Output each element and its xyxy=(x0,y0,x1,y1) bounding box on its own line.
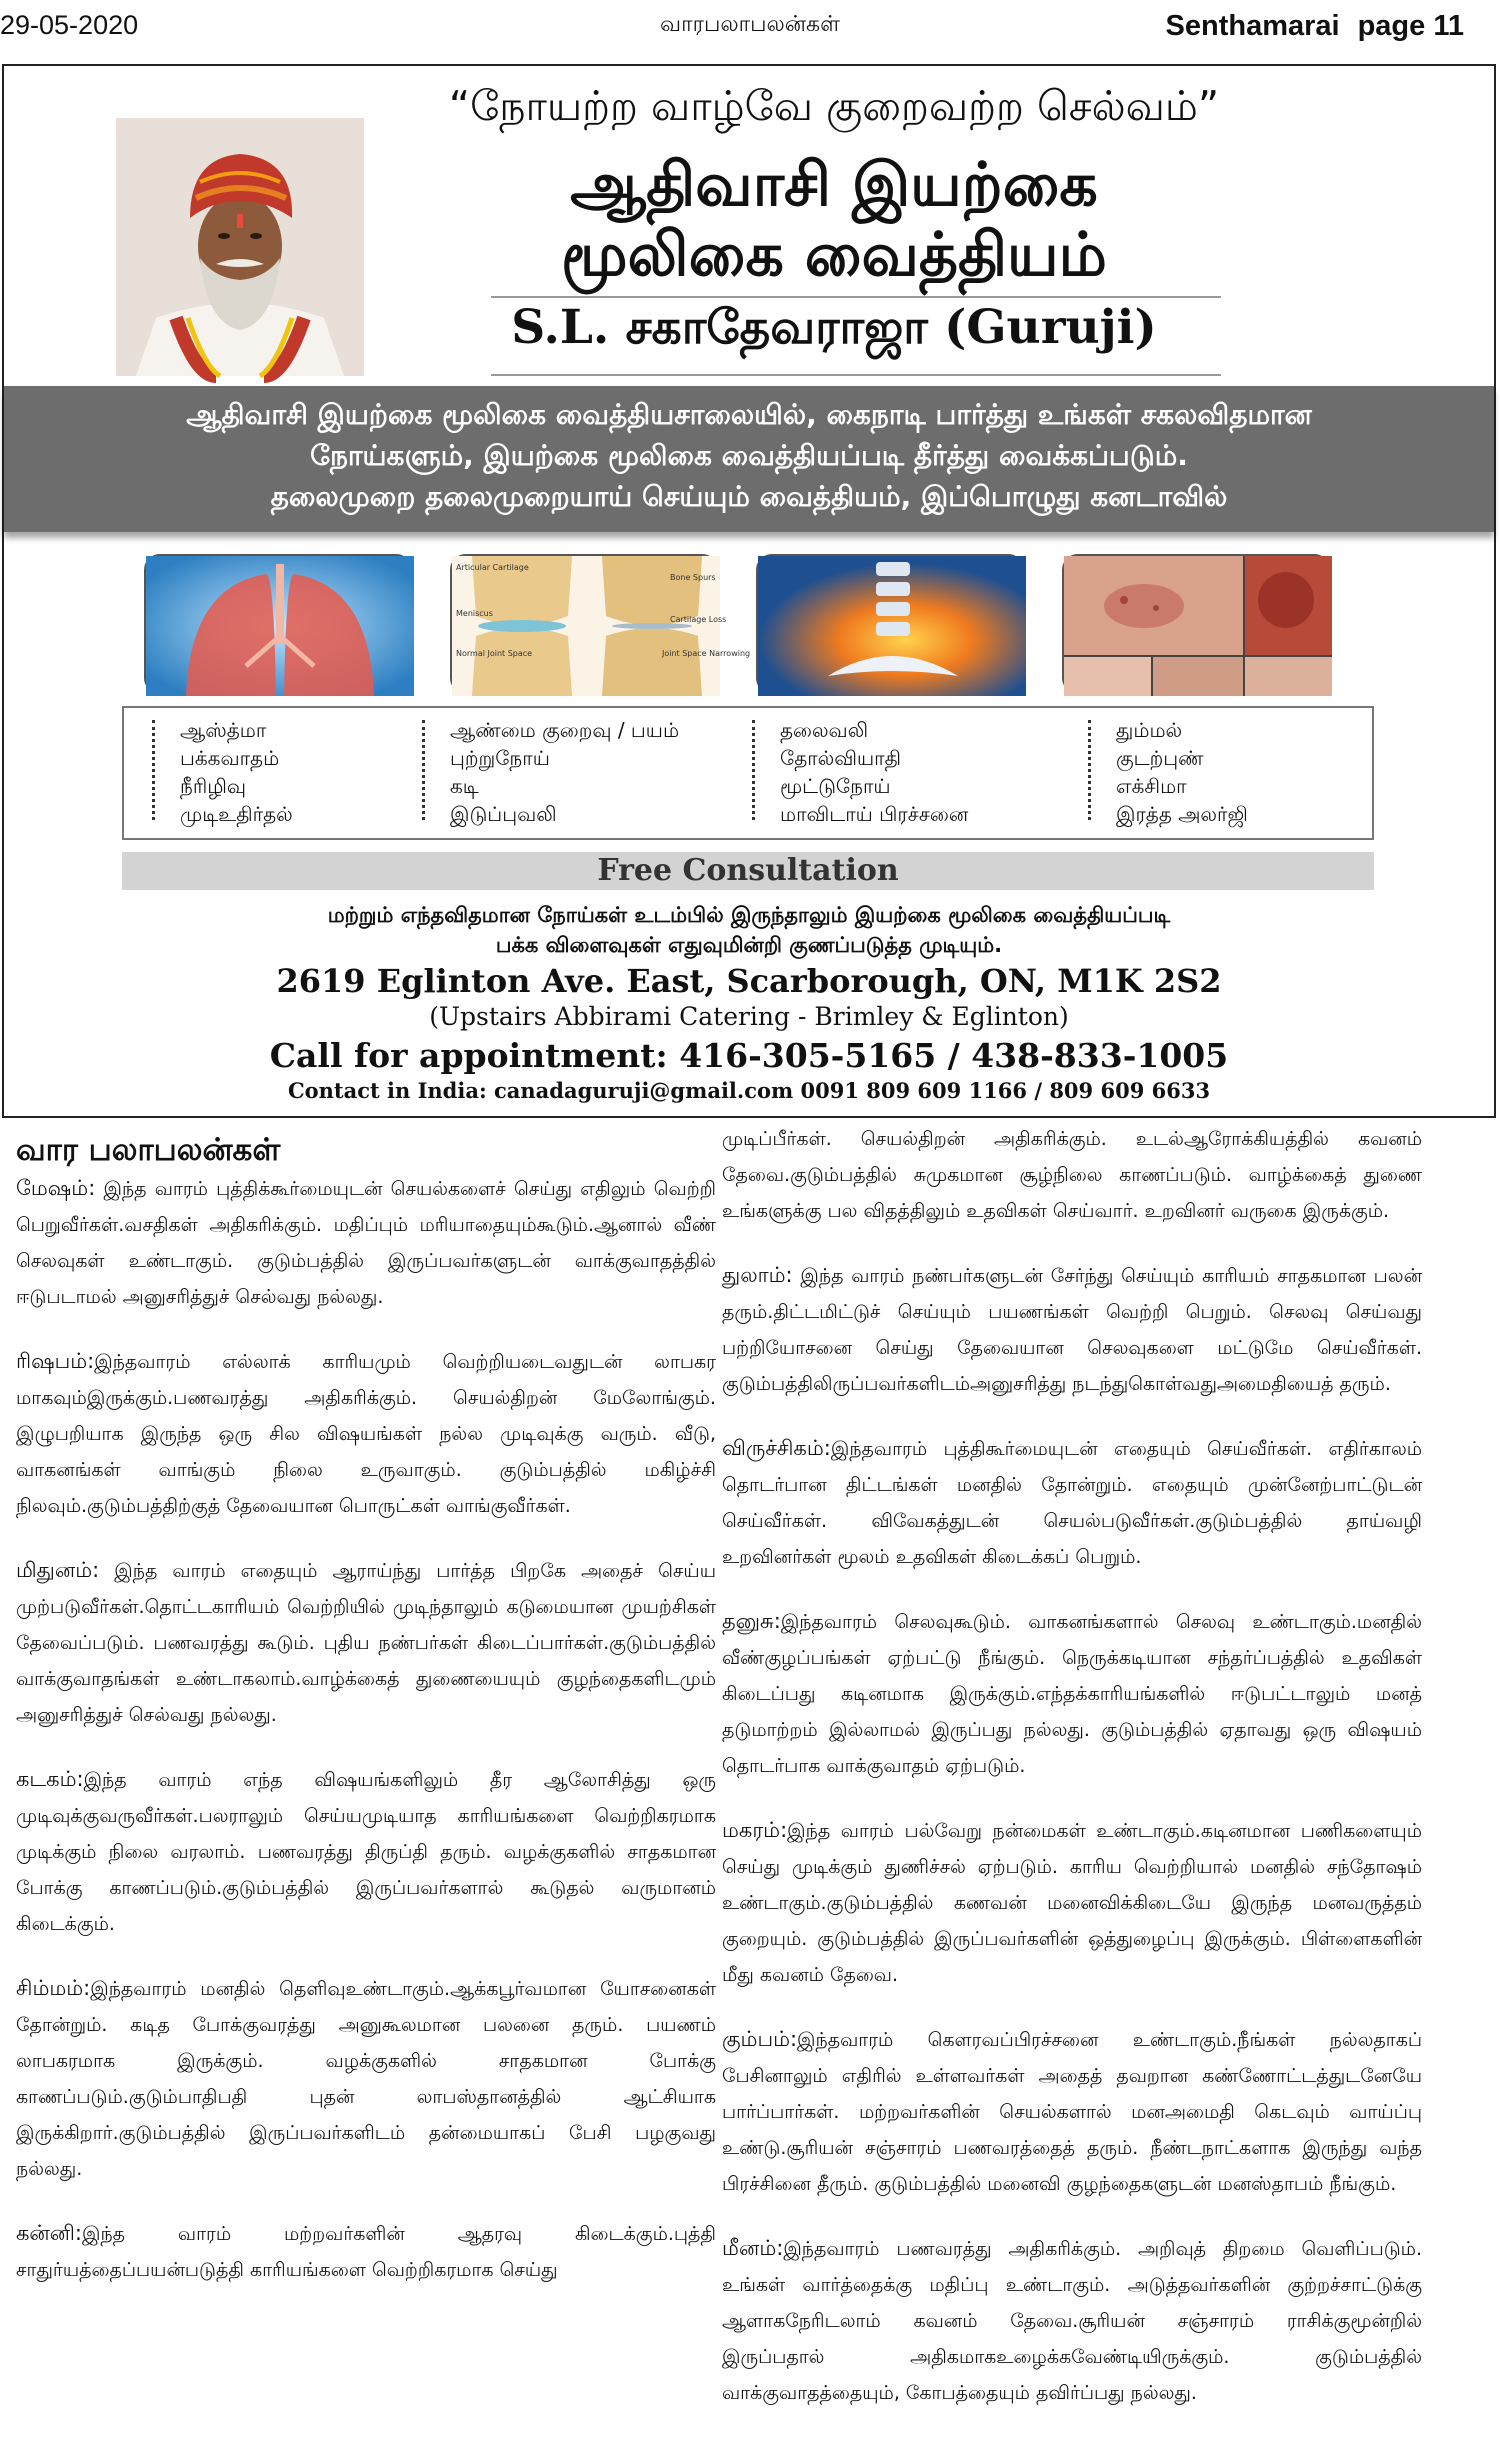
condition-item: தும்மல் xyxy=(1116,718,1183,742)
appointment-phone: Call for appointment: 416-305-5165 / 438-833-1005 xyxy=(269,1036,1229,1075)
horoscope-entry xyxy=(16,1970,716,2187)
dotted-divider xyxy=(752,720,758,820)
service-description-band xyxy=(4,386,1494,532)
condition-item: மாவிடாய் பிரச்சனை xyxy=(780,802,969,826)
sign-name: தனுசு: xyxy=(722,1609,781,1633)
condition-item: ஆண்மை குறைவு / பயம் xyxy=(450,718,680,742)
conditions-column-2 xyxy=(414,716,679,828)
sign-name: மீனம்: xyxy=(722,2236,784,2260)
ad-slogan: “நோயற்ற வாழ்வே குறைவற்ற செல்வம்” xyxy=(448,82,1220,130)
horoscope-entry xyxy=(722,1430,1422,1575)
advertisement xyxy=(2,64,1496,1118)
prediction-text: முடிப்பீர்கள். செயல்திறன் அதிகரிக்கும். உடல்ஆரோக்கியத்தில் கவனம் தேவை.குடும்பத்தில் சுமுகமான சூழ்நிலை காணப்படும். வாழ்க்கைத் துணை உங்களுக்கு பல விதத்திலும் உதவிகள் செய்வார். உறவினர் வருகை இருக்கும். xyxy=(722,1128,1422,1222)
dotted-divider xyxy=(152,720,158,820)
prediction-text: இந்தவாரம் செலவுகூடும். வாகனங்களால் செலவு உண்டாகும்.மனதில் வீண்குழப்பங்கள் ஏற்பட்டு நீங்கும். நெருக்கடியான சந்தர்ப்பத்தில் உதவிகள் கிடைப்பது கடினமாக இருக்கும்.எந்தக்காரியங்களில் ஈடுபட்டாலும் மனத் தடுமாற்றம் இல்லாமல் இருப்பது நல்லது. குடும்பத்தில் ஏதாவது ஒரு விஷயம் தொடர்பாக வாக்குவாதம் ஏற்படும். xyxy=(722,1611,1422,1777)
treatment-note xyxy=(4,900,1494,960)
knee-label-5: Cartilage Loss xyxy=(670,615,727,624)
prediction-text: இந்த வாரம் பல்வேறு நன்மைகள் உண்டாகும்.கடினமான பணிகளையும் செய்து முடிக்கும் துணிச்சல் ஏற்படும். காரிய வெற்றியால் மனதில் சந்தோஷம் உண்டாகும்.குடும்பத்தில் கணவன் மனைவிக்கிடையே இருந்த மனவருத்தம் குறையும். குடும்பத்தில் இருப்பவர்களின் ஒத்துழைப்பு இருக்கும். பிள்ளைகளின் மீது கவனம் தேவை. xyxy=(722,1820,1422,1986)
prediction-text: இந்த வாரம் எந்த விஷயங்களிலும் தீர ஆலோசித்து ஒரு முடிவுக்குவருவீர்கள்.பலராலும் செய்யமுடியாத காரியங்களை வெற்றிகரமாக முடிக்கும் நிலை வரலாம். பணவரத்து திருப்தி தரும். வழக்குகளில் சாதகமான போக்கு காணப்படும்.குடும்பத்தில் இருப்பவர்களால் கூடுதல் வருமானம் கிடைக்கும். xyxy=(16,1769,716,1935)
condition-item: தலைவலி xyxy=(780,718,869,742)
prediction-text: இந்தவாரம் புத்திகூர்மையுடன் எதையும் செய்வீர்கள். எதிர்காலம் தொடர்பான திட்டங்கள் மனதில் தோன்றும். எதையும் முன்னேற்பாட்டுடன் செய்வீர்கள். விவேகத்துடன் செயல்படுவீர்கள்.குடும்பத்தில் தாய்வழி உறவினர்கள் மூலம் உதவிகள் கிடைக்கப் பெறும். xyxy=(722,1438,1422,1568)
dotted-divider xyxy=(422,720,428,820)
prediction-text: இந்த வாரம் நண்பர்களுடன் சேர்ந்து செய்யும் காரியம் சாதகமான பலன் தரும்.திட்டமிட்டுச் செய்யும் பயணங்கள் வெற்றி பெறும். செலவு செய்வது பற்றியோசனை செய்து தேவையான செலவுகளை மட்டுமே செய்வீர்கள். குடும்பத்திலிருப்பவர்களிடம்அனுசரித்து நடந்துகொள்வதுஅமைதியைத் தரும். xyxy=(722,1265,1422,1395)
ad-title-line-1: ஆதிவாசி இயற்கை xyxy=(570,150,1098,220)
issue-date: 29-05-2020 xyxy=(0,10,139,40)
band-line-1: ஆதிவாசி இயற்கை மூலிகை வைத்தியசாலையில், கைநாடி பார்த்து உங்கள் சகலவிதமான xyxy=(186,398,1312,431)
condition-item: மூட்டுநோய் xyxy=(780,774,891,798)
free-consultation-banner: Free Consultation xyxy=(122,852,1374,890)
prediction-text: இந்தவாரம் எல்லாக் காரியமும் வெற்றியடைவதுடன் லாபகர மாகவும்இருக்கும்.பணவரத்து அதிகரிக்கும். செயல்திறன் மேலோங்கும். இழுபறியாக இருந்த ஒரு சில விஷயங்கள் நல்ல முடிவுக்கு வரும். வீடு, வாகனங்கள் வாங்கும் நிலை உருவாகும். குடும்பத்தில் மகிழ்ச்சி நிலவும்.குடும்பத்திற்குத் தேவையான பொருட்கள் வாங்குவீர்கள். xyxy=(16,1351,716,1517)
horoscope-entry xyxy=(16,1170,716,1315)
skin-condition-illustration xyxy=(1062,554,1330,694)
knee-label-4: Bone Spurs xyxy=(670,573,716,582)
practitioner-name: S.L. சகாதேவராஜா (Guruji) xyxy=(511,300,1157,355)
horoscope-entry xyxy=(16,2215,716,2288)
ad-title-line-2: மூலிகை வைத்தியம் xyxy=(561,220,1107,290)
sign-name: விருச்சிகம்: xyxy=(722,1436,831,1460)
sign-name: சிம்மம்: xyxy=(16,1976,91,2000)
horoscope-column-right xyxy=(722,1120,1422,2439)
ad-title xyxy=(384,150,1284,290)
prediction-text: இந்தவாரம் கௌரவப்பிரச்சனை உண்டாகும்.நீங்கள் நல்லதாகப் பேசினாலும் எதிரில் உள்ளவர்கள் அதைத் தவறான கண்ணோட்டத்துடனேயே பார்ப்பார்கள். மற்றவர்களின் செயல்களால் மனஅமைதி கெடவும் வாய்ப்பு உண்டு.சூரியன் சஞ்சாரம் பணவரத்தைத் தரும். நீண்டநாட்களாக இருந்து வந்த பிரச்சினை தீரும். குடும்பத்தில் மனைவி குழந்தைகளுடன் மனஸ்தாபம் நீங்கும். xyxy=(722,2029,1422,2195)
condition-item: கடி xyxy=(450,774,479,798)
treatment-note-line-1: மற்றும் எந்தவிதமான நோய்கள் உடம்பில் இருந்தாலும் இயற்கை மூலிகை வைத்தியப்படி xyxy=(327,903,1171,927)
horoscope-entry xyxy=(722,2230,1422,2411)
sign-name: மிதுனம்: xyxy=(16,1558,100,1582)
prediction-text: இந்தவாரம் மனதில் தெளிவுஉண்டாகும்.ஆக்கபூர்வமான யோசனைகள் தோன்றும். கடித போக்குவரத்து அனுகூலமான பலனை தரும். பயணம் லாபகரமாக இருக்கும். வழக்குகளில் சாதகமான போக்கு காணப்படும்.குடும்பாதிபதி புதன் லாபஸ்தானத்தில் ஆட்சியாக இருக்கிறார்.குடும்பத்தில் இருப்பவர்களிடம் தன்மையாகப் பேசி பழகுவது நல்லது. xyxy=(16,1978,716,2180)
knee-label-1: Articular Cartilage xyxy=(456,563,529,572)
sign-name: துலாம்: xyxy=(722,1263,793,1287)
condition-item: நீரிழிவு xyxy=(180,774,247,798)
horoscope-entry xyxy=(16,1343,716,1524)
condition-item: ஆஸ்த்மா xyxy=(180,718,267,742)
horoscope-title: வார பலாபலன்கள் xyxy=(16,1132,281,1168)
prediction-text: இந்தவாரம் பணவரத்து அதிகரிக்கும். அறிவுத் திறமை வெளிப்படும். உங்கள் வார்த்தைக்கு மதிப்பு உண்டாகும். அடுத்தவர்களின் குற்றச்சாட்டுக்கு ஆளாகநேரிடலாம் கவனம் தேவை.சூரியன் சஞ்சாரம் ராசிக்குமூன்றில் இருப்பதால் அதிகமாகஉழைக்கவேண்டியிருக்கும். குடும்பத்தில் வாக்குவாதத்தையும், கோபத்தையும் தவிர்ப்பது நல்லது. xyxy=(722,2238,1422,2404)
india-contact: Contact in India: canadaguruji@gmail.com 0091 809 609 1166 / 809 609 6633 xyxy=(287,1078,1211,1103)
horoscope-column-left xyxy=(16,1170,716,2316)
conditions-list xyxy=(122,706,1374,840)
condition-item: இடுப்புவலி xyxy=(450,802,557,826)
sign-name: மகரம்: xyxy=(722,1818,788,1842)
lungs-illustration xyxy=(144,554,412,694)
band-line-2: நோய்களும், இயற்கை மூலிகை வைத்தியப்படி தீர்த்து வைக்கப்படும். xyxy=(310,439,1188,472)
publication-info xyxy=(1148,10,1464,43)
title-divider-bottom xyxy=(491,374,1221,376)
prediction-text: இந்த வாரம் எதையும் ஆராய்ந்து பார்த்த பிறகே அதைச் செய்ய முற்படுவீர்கள்.தொட்டகாரியம் வெற்றியில் முடிந்தாலும் கடுமையான முயற்சிகள் தேவைப்படும். பணவரத்து கூடும். புதிய நண்பர்கள் கிடைப்பார்கள்.குடும்பத்தில் வாக்குவாதங்கள் உண்டாகலாம்.வாழ்க்கைத் துணையையும் குழந்தைகளிடமும் அனுசரித்துச் செல்வது நல்லது. xyxy=(16,1560,716,1726)
horoscope-entry xyxy=(722,1812,1422,1993)
knee-joint-illustration xyxy=(450,554,751,694)
treatment-note-line-2: பக்க விளைவுகள் எதுவுமின்றி குணப்படுத்த முடியும். xyxy=(495,933,1003,957)
conditions-column-1 xyxy=(144,716,293,828)
condition-item: இரத்த அலர்ஜி xyxy=(1116,802,1248,826)
spine-pain-illustration xyxy=(756,554,1024,694)
page-header xyxy=(0,0,1500,64)
knee-label-6: Joint Space Narrowing xyxy=(662,649,751,658)
horoscope-entry xyxy=(16,1761,716,1942)
conditions-column-4 xyxy=(1080,716,1248,828)
knee-label-3: Normal Joint Space xyxy=(456,649,533,658)
condition-item: தோல்வியாதி xyxy=(780,746,902,770)
condition-item: எக்சிமா xyxy=(1116,774,1187,798)
prediction-text: இந்த வாரம் மற்றவர்களின் ஆதரவு கிடைக்கும்.புத்தி சாதுர்யத்தைப்பயன்படுத்தி காரியங்களை வெற்றிகரமாக செய்து xyxy=(16,2223,716,2281)
title-divider-top xyxy=(491,296,1221,298)
section-name: வாரபலாபலன்கள் xyxy=(660,12,840,37)
knee-label-2: Meniscus xyxy=(456,609,493,618)
clinic-address-landmark: (Upstairs Abbirami Catering - Brimley & Eglinton) xyxy=(429,1002,1069,1031)
horoscope-entry xyxy=(722,1257,1422,1402)
horoscope-entry xyxy=(722,1120,1422,1229)
horoscope-entry xyxy=(722,2021,1422,2202)
prediction-text: இந்த வாரம் புத்திக்கூர்மையுடன் செயல்களைச் செய்து எதிலும் வெற்றி பெறுவீர்கள்.வசதிகள் அதிகரிக்கும். மதிப்பும் மரியாதையும்கூடும்.ஆனால் வீண் செலவுகள் உண்டாகும். குடும்பத்தில் இருப்பவர்களுடன் வாக்குவாதத்தில் ஈடுபடாமல் அனுசரித்துச் செல்வது நல்லது. xyxy=(16,1178,716,1308)
sign-name: ரிஷபம்: xyxy=(16,1349,95,1373)
condition-item: பக்கவாதம் xyxy=(180,746,280,770)
sign-name: கன்னி: xyxy=(16,2221,82,2245)
clinic-address: 2619 Eglinton Ave. East, Scarborough, ON, M1K 2S2 xyxy=(276,962,1222,1000)
conditions-column-3 xyxy=(744,716,968,828)
dotted-divider xyxy=(1088,720,1094,820)
horoscope-entry xyxy=(16,1552,716,1733)
page-number: page 11 xyxy=(1357,10,1464,42)
condition-item: முடிஉதிர்தல் xyxy=(180,802,293,826)
condition-item: புற்றுநோய் xyxy=(450,746,550,770)
sign-name: மேஷம்: xyxy=(16,1176,96,1200)
band-line-3: தலைமுறை தலைமுறையாய் செய்யும் வைத்தியம், இப்பொழுது கனடாவில் xyxy=(270,480,1228,513)
horoscope-entry xyxy=(722,1603,1422,1784)
condition-item: குடற்புண் xyxy=(1116,746,1204,770)
sign-name: கடகம்: xyxy=(16,1767,84,1791)
publication-name: Senthamarai xyxy=(1165,10,1340,42)
guruji-portrait xyxy=(116,118,364,376)
sign-name: கும்பம்: xyxy=(722,2027,798,2051)
